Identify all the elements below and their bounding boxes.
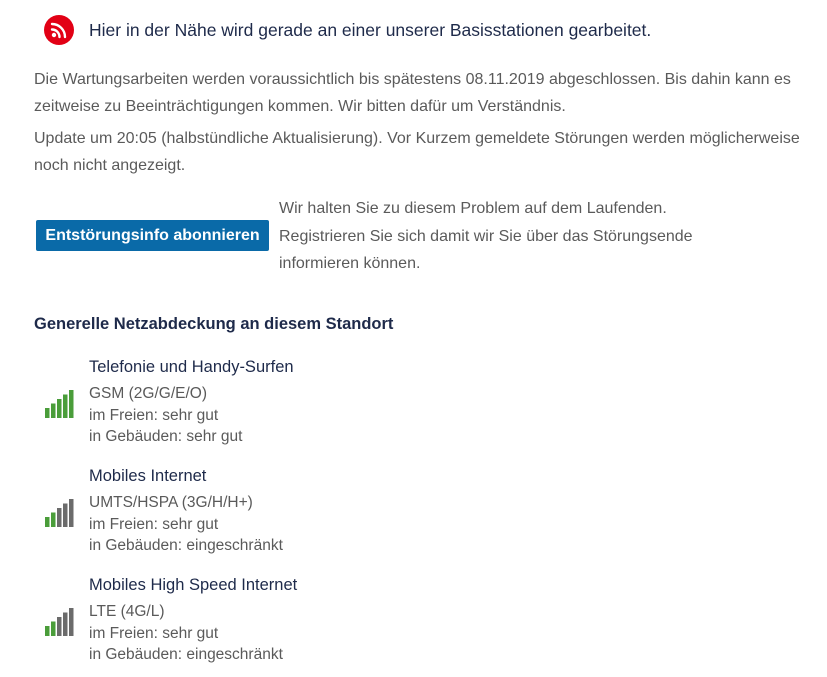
signal-bar [45,408,50,418]
signal-bar [69,390,74,418]
signal-bar [63,504,68,528]
subscribe-button[interactable]: Entstörungsinfo abonnieren [36,220,269,251]
coverage-item-indoor: in Gebäuden: sehr gut [89,428,243,445]
update-text: Update um 20:05 (halbstündliche Aktualisierung). Vor Kurzem gemeldete Störungen werden möglicherweise noch nicht angezeigt. [34,130,800,174]
coverage-item-outdoor: im Freien: sehr gut [89,515,219,533]
signal-bar [63,395,68,419]
signal-bar [51,513,56,528]
subscribe-description: Wir halten Sie zu diesem Problem auf dem Laufenden. Registrieren Sie sich damit wir Sie über das Störungsende informieren können. [279,200,693,272]
maintenance-alert [44,15,651,45]
coverage-item-title: Telefonie und Handy-Surfen [89,358,294,376]
coverage-item-title: Mobiles Internet [89,467,207,485]
coverage-item-technology: LTE (4G/L) [89,603,165,620]
signal-bar [57,508,62,527]
wifi-signal-alert-icon [44,15,74,45]
coverage-item-outdoor: im Freien: sehr gut [89,406,219,424]
coverage-item-indoor: in Gebäuden: eingeschränkt [89,537,283,554]
signal-bar [57,617,62,636]
signal-strength-icon [44,388,76,418]
coverage-item-technology: UMTS/HSPA (3G/H/H+) [89,494,253,511]
signal-bar [57,399,62,418]
coverage-item-indoor: in Gebäuden: eingeschränkt [89,646,283,663]
signal-bar [45,626,50,636]
signal-bar [69,499,74,527]
signal-strength-icon [44,606,76,636]
coverage-item-outdoor: im Freien: sehr gut [89,624,219,642]
coverage-section-title: Generelle Netzabdeckung an diesem Standort [34,315,394,333]
signal-bar [69,608,74,636]
maintenance-text: Die Wartungsarbeiten werden voraussichtlich bis spätestens 08.11.2019 abgeschlossen. Bis dahin kann es zeitweise zu Beeinträchtigungen kommen. Wir bitten dafür um Verständnis. [34,71,791,115]
signal-bar [45,517,50,527]
signal-bar [51,622,56,637]
alert-title: Hier in der Nähe wird gerade an einer unserer Basisstationen gearbeitet. [89,19,652,40]
signal-strength-icon [44,497,76,527]
coverage-item-title: Mobiles High Speed Internet [89,576,298,594]
signal-bar [51,404,56,419]
coverage-item-technology: GSM (2G/G/E/O) [89,385,207,402]
signal-bar [63,613,68,637]
